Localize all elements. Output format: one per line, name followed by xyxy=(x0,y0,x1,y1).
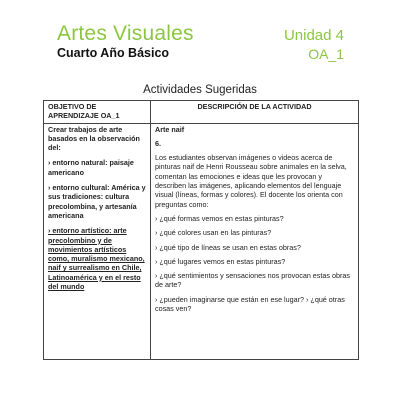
subject-title: Artes Visuales xyxy=(57,22,194,45)
question-item: › ¿qué formas vemos en estas pinturas? xyxy=(155,213,284,223)
question-item: › ¿qué tipo de líneas se usan en estas obras? xyxy=(155,242,301,252)
question-item: › ¿qué sentimientos y sensaciones nos provocan estas obras de arte? xyxy=(155,271,350,290)
question-item: › ¿pueden imaginarse que están en ese lugar? › ¿qué otras cosas ven? xyxy=(155,294,345,314)
objective-item-cultural: › entorno cultural: América y sus tradiciones: cultura precolombina, y artesanía americana xyxy=(48,183,146,220)
activity-title: Arte naif xyxy=(155,124,185,134)
objective-code: OA_1 xyxy=(308,46,344,62)
activity-number: 6. xyxy=(155,138,161,148)
activities-table xyxy=(43,100,359,360)
objective-item-natural: › entorno natural: paisaje americano xyxy=(48,158,134,177)
table-row xyxy=(44,123,359,359)
objective-cell xyxy=(44,123,151,359)
objective-item-artistic: › entorno artístico: arte precolombino y de movimientos artísticos como, muralismo mexicano, naif y surrealismo en Chile, Latinoamérica y en el resto del mundo xyxy=(48,226,145,292)
objective-intro: Crear trabajos de arte basados en la observación del: xyxy=(48,124,140,153)
objective-column-header: OBJETIVO DE APRENDIZAJE OA_1 xyxy=(44,101,151,124)
unit-label: Unidad 4 xyxy=(283,27,344,44)
question-item: › ¿qué colores usan en las pinturas? xyxy=(155,228,272,238)
activity-description: Los estudiantes observan imágenes o videos acerca de pinturas naif de Henri Rousseau sobre animales en la selva, comentan las emociones e ideas que les provocan y describen las imágenes, aplicando elementos del lenguaje visual (líneas, formas y colores). El docente los orienta con preguntas como: xyxy=(155,153,347,209)
grade-subtitle: Cuarto Año Básico xyxy=(57,46,170,60)
question-item: › ¿qué lugares vemos en estas pinturas? xyxy=(155,256,286,266)
activity-column-header: DESCRIPCIÓN DE LA ACTIVIDAD xyxy=(151,101,359,124)
activity-cell xyxy=(151,123,359,359)
table-header-row xyxy=(44,101,359,124)
section-title: Actividades Sugeridas xyxy=(143,84,257,96)
